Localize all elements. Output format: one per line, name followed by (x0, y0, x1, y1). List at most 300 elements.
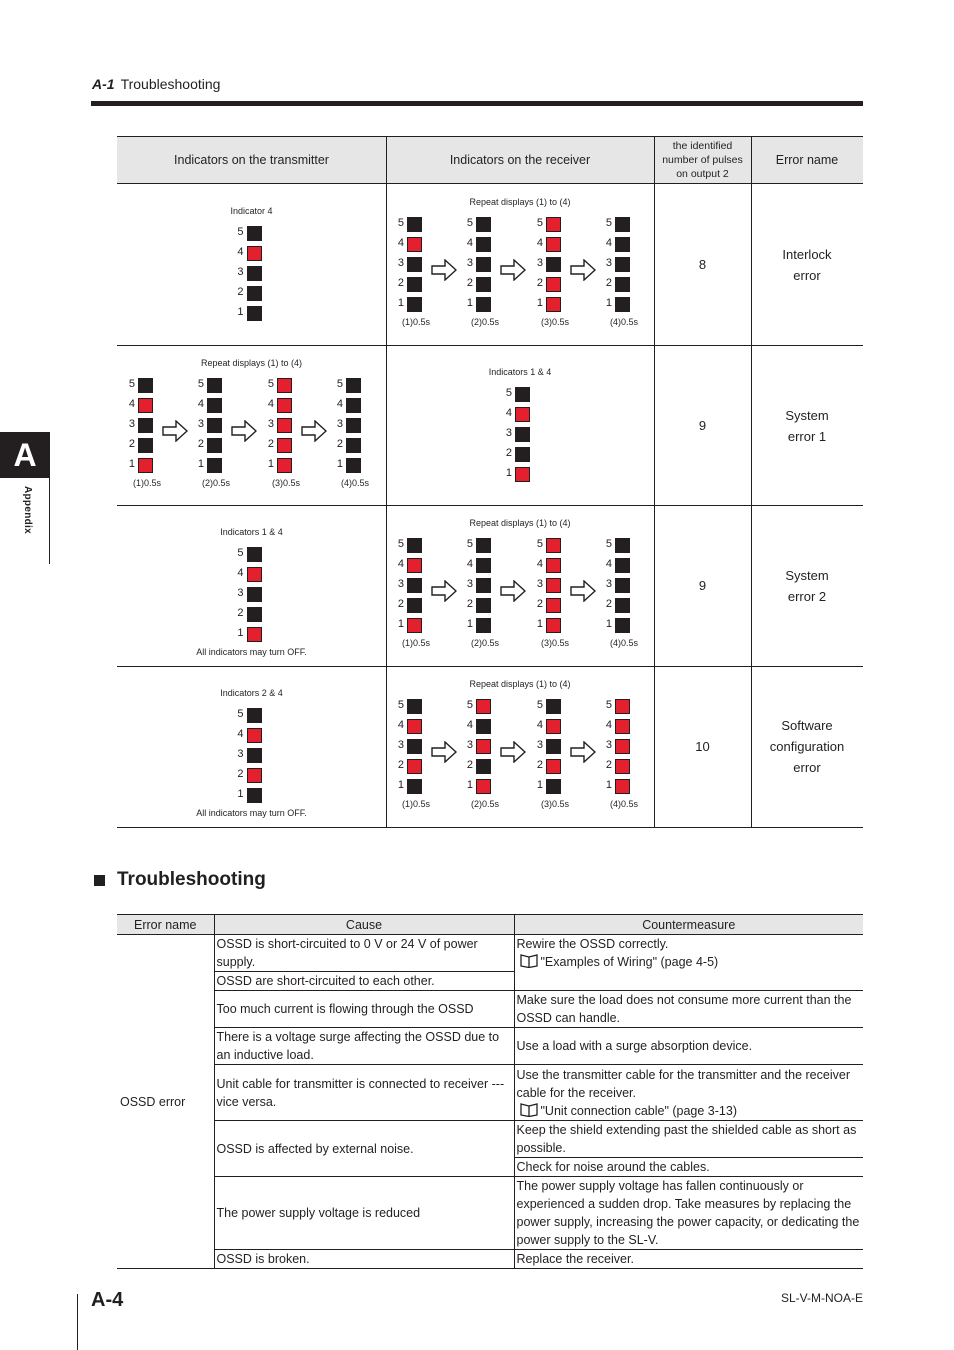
indicator-led-1 (476, 779, 491, 794)
hollow-right-arrow-icon (570, 580, 596, 602)
indicator-number: 4 (466, 719, 473, 731)
indicator-caption: Repeat displays (1) to (4) (469, 518, 571, 528)
indicator-number: 4 (536, 719, 543, 731)
indicator-number: 3 (605, 257, 612, 269)
ts-header-cause: Cause (214, 915, 514, 935)
indicator-number: 3 (267, 418, 274, 430)
hollow-right-arrow-icon (570, 259, 596, 281)
cause-cell: Unit cable for transmitter is connected to receiver ---vice versa. (214, 1065, 514, 1121)
cause-cell: Too much current is flowing through the OSSD (214, 991, 514, 1028)
measure-ref[interactable] (517, 953, 862, 971)
book-reference-icon (520, 1103, 538, 1117)
measure-ref-text: "Examples of Wiring" (page 4-5) (540, 955, 719, 969)
indicator-number: 2 (605, 759, 612, 771)
indicator-led-4 (138, 398, 153, 413)
indicator-number: 5 (237, 547, 244, 559)
indicator-led-1 (277, 458, 292, 473)
indicator-number: 2 (397, 759, 404, 771)
indicator-number: 2 (605, 598, 612, 610)
table-row (117, 1250, 863, 1269)
indicator-number: 2 (336, 438, 343, 450)
indicator-number: 5 (536, 699, 543, 711)
indicator-led-1 (546, 779, 561, 794)
indicator-led-3 (615, 578, 630, 593)
indicator-number: 5 (605, 217, 612, 229)
indicator-number: 5 (536, 538, 543, 550)
indicator-number: 5 (536, 217, 543, 229)
measure-text: Rewire the OSSD correctly. (516, 937, 669, 951)
cause-cell: There is a voltage surge affecting the OSSD due to an inductive load. (214, 1028, 514, 1065)
indicator-number: 5 (267, 378, 274, 390)
indicator-number: 5 (197, 378, 204, 390)
table-row (117, 1028, 863, 1065)
pulse-count: 8 (698, 257, 707, 272)
indicator-number: 3 (397, 578, 404, 590)
indicator-number: 3 (605, 578, 612, 590)
indicator-number: 1 (397, 297, 404, 309)
document-code: SL-V-M-NOA-E (780, 1291, 863, 1305)
indicator-number: 1 (237, 627, 244, 639)
indicator-led-4 (207, 398, 222, 413)
indicator-number: 2 (397, 277, 404, 289)
indicator-number: 4 (197, 398, 204, 410)
indicator-caption: Indicators 1 & 4 (220, 527, 283, 537)
indicator-led-1 (515, 467, 530, 482)
indicator-led-5 (615, 217, 630, 232)
indicator-led-1 (615, 297, 630, 312)
indicator-led-1 (476, 618, 491, 633)
indicator-led-1 (247, 788, 262, 803)
indicator-led-3 (277, 418, 292, 433)
indicator-number: 1 (128, 458, 135, 470)
indicator-led-2 (615, 277, 630, 292)
indicator-led-5 (247, 547, 262, 562)
table-row (117, 935, 863, 972)
hollow-right-arrow-icon (162, 420, 188, 442)
interval-label: (3)0.5s (272, 478, 301, 488)
interval-label: (2)0.5s (471, 638, 500, 648)
indicator-number: 3 (466, 739, 473, 751)
indicator-led-1 (546, 297, 561, 312)
indicator-led-5 (138, 378, 153, 393)
indicator-number: 3 (237, 748, 244, 760)
indicator-number: 3 (237, 266, 244, 278)
indicator-led-2 (277, 438, 292, 453)
indicator-number: 2 (237, 768, 244, 780)
indicator-number: 1 (237, 788, 244, 800)
interval-label: (1)0.5s (402, 317, 431, 327)
indicator-number: 3 (397, 257, 404, 269)
header-receiver: Indicators on the receiver (386, 136, 654, 184)
indicator-led-2 (546, 598, 561, 613)
indicator-number: 2 (466, 759, 473, 771)
indicator-number: 4 (336, 398, 343, 410)
indicator-caption: Repeat displays (1) to (4) (469, 197, 571, 207)
indicator-led-5 (476, 699, 491, 714)
indicator-led-3 (247, 587, 262, 602)
hollow-right-arrow-icon (500, 580, 526, 602)
measure-ref[interactable] (517, 1102, 862, 1120)
indicator-led-2 (138, 438, 153, 453)
interval-label: (2)0.5s (202, 478, 231, 488)
appendix-label: Appendix (22, 486, 33, 534)
indicator-led-5 (247, 226, 262, 241)
cell-transmitter (117, 345, 386, 506)
indicator-led-4 (247, 567, 262, 582)
measure-cell: Make sure the load does not consume more current than the OSSD can handle. (514, 991, 863, 1028)
indicator-number: 1 (605, 297, 612, 309)
indicator-number: 2 (536, 598, 543, 610)
indicator-number: 1 (197, 458, 204, 470)
indicator-led-1 (615, 779, 630, 794)
indicator-number: 1 (397, 618, 404, 630)
indicator-number: 4 (605, 558, 612, 570)
error-name: System error 2 (785, 567, 829, 604)
indicator-number: 2 (237, 607, 244, 619)
cell-receiver (386, 184, 654, 345)
indicator-led-3 (247, 266, 262, 281)
cause-cell: OSSD is affected by external noise. (214, 1121, 514, 1177)
interval-label: (4)0.5s (610, 317, 639, 327)
indicator-led-5 (546, 699, 561, 714)
indicator-number: 3 (397, 739, 404, 751)
indicator-number: 4 (466, 558, 473, 570)
cell-receiver (386, 345, 654, 506)
cause-cell: OSSD are short-circuited to each other. (214, 972, 514, 991)
error-name: Software configuration error (769, 718, 845, 775)
indicator-number: 3 (466, 257, 473, 269)
section-heading (94, 869, 266, 891)
troubleshooting-table (117, 914, 863, 1269)
appendix-tab[interactable]: A (0, 432, 50, 478)
book-reference-icon (520, 954, 538, 968)
indicator-number: 2 (237, 286, 244, 298)
indicator-led-1 (546, 618, 561, 633)
indicator-led-4 (615, 719, 630, 734)
header-rule (91, 101, 863, 106)
indicator-number: 3 (536, 739, 543, 751)
indicator-number: 5 (466, 217, 473, 229)
indicator-number: 5 (605, 699, 612, 711)
indicator-caption: Indicators 1 & 4 (488, 367, 552, 377)
indicator-number: 2 (128, 438, 135, 450)
error-name: System error 1 (785, 407, 829, 444)
indicator-led-3 (476, 739, 491, 754)
indicator-number: 3 (466, 578, 473, 590)
indicator-led-5 (346, 378, 361, 393)
interval-label: (1)0.5s (133, 478, 162, 488)
indicator-led-2 (407, 759, 422, 774)
section-number: A-1 (92, 76, 115, 92)
hollow-right-arrow-icon (431, 741, 457, 763)
measure-cell: Replace the receiver. (514, 1250, 863, 1269)
footer-rule (77, 1294, 78, 1350)
indicator-number: 5 (466, 538, 473, 550)
indicator-led-4 (476, 719, 491, 734)
indicator-number: 5 (397, 538, 404, 550)
indicator-number: 5 (128, 378, 135, 390)
interval-label: (3)0.5s (541, 638, 570, 648)
indicator-number: 4 (397, 558, 404, 570)
indicator-led-1 (407, 779, 422, 794)
cell-receiver (386, 505, 654, 666)
measure-ref-text: "Unit connection cable" (page 3-13) (540, 1103, 737, 1118)
indicator-led-4 (277, 398, 292, 413)
indicator-led-2 (247, 286, 262, 301)
indicator-led-3 (407, 739, 422, 754)
indicator-number: 4 (536, 558, 543, 570)
indicator-led-3 (346, 418, 361, 433)
indicator-number: 3 (197, 418, 204, 430)
indicator-led-2 (546, 759, 561, 774)
hollow-right-arrow-icon (431, 259, 457, 281)
measure-cell: The power supply voltage has fallen continuously or experienced a sudden drop. Take measures by replacing the power supply, increasing the power capacity, or dedicating the power supply to the SL-V. (514, 1177, 863, 1250)
pulse-count: 9 (698, 578, 707, 593)
indicator-number: 2 (267, 438, 274, 450)
section-title: Troubleshooting (120, 76, 221, 92)
indicator-led-2 (407, 277, 422, 292)
table-row (117, 1121, 863, 1158)
indicator-led-1 (247, 627, 262, 642)
indicator-number: 2 (605, 277, 612, 289)
indicator-led-3 (407, 578, 422, 593)
indicator-number: 1 (605, 779, 612, 791)
indicator-led-5 (277, 378, 292, 393)
indicator-number: 3 (128, 418, 135, 430)
indicator-led-4 (346, 398, 361, 413)
indicator-number: 1 (536, 618, 543, 630)
indicator-number: 5 (505, 387, 512, 399)
hollow-right-arrow-icon (500, 741, 526, 763)
indicator-led-3 (476, 257, 491, 272)
error-name-cell: OSSD error (117, 935, 214, 1269)
interval-label: (3)0.5s (541, 317, 570, 327)
indicator-led-4 (515, 407, 530, 422)
cell-transmitter (117, 184, 386, 345)
ts-header-error: Error name (117, 915, 214, 935)
indicator-number: 4 (466, 237, 473, 249)
indicator-number: 2 (536, 277, 543, 289)
indicator-led-1 (346, 458, 361, 473)
measure-text: Use the transmitter cable for the transmitter and the receiver cable for the receiver. (516, 1067, 850, 1100)
indicator-led-2 (615, 598, 630, 613)
indicator-led-2 (247, 607, 262, 622)
hollow-right-arrow-icon (500, 259, 526, 281)
interval-label: (1)0.5s (402, 638, 431, 648)
interval-label: (2)0.5s (471, 317, 500, 327)
indicator-number: 4 (237, 728, 244, 740)
indicator-number: 1 (267, 458, 274, 470)
indicator-number: 1 (505, 467, 512, 479)
page-number: A-4 (91, 1289, 124, 1311)
indicator-led-5 (515, 387, 530, 402)
hollow-right-arrow-icon (301, 420, 327, 442)
indicator-number: 4 (397, 719, 404, 731)
indicator-led-2 (476, 277, 491, 292)
indicator-led-5 (476, 538, 491, 553)
indicator-number: 4 (536, 237, 543, 249)
indicator-number: 2 (197, 438, 204, 450)
indicator-number: 1 (466, 297, 473, 309)
indicator-number: 1 (397, 779, 404, 791)
indicator-led-3 (546, 257, 561, 272)
indicator-led-4 (247, 246, 262, 261)
indicator-number: 1 (466, 618, 473, 630)
indicator-led-3 (138, 418, 153, 433)
indicator-led-5 (615, 699, 630, 714)
indicator-number: 4 (128, 398, 135, 410)
indicator-led-5 (407, 217, 422, 232)
indicator-led-5 (546, 217, 561, 232)
indicator-led-3 (476, 578, 491, 593)
interval-label: (4)0.5s (610, 638, 639, 648)
header-error-name: Error name (751, 136, 863, 184)
indicator-caption: Repeat displays (1) to (4) (200, 358, 303, 368)
indicator-number: 2 (505, 447, 512, 459)
interval-label: (3)0.5s (541, 799, 570, 809)
indicator-led-1 (207, 458, 222, 473)
indicator-led-3 (615, 257, 630, 272)
indicator-number: 1 (536, 779, 543, 791)
indicator-caption: Repeat displays (1) to (4) (469, 679, 571, 689)
indicator-led-5 (407, 699, 422, 714)
indicator-table (117, 136, 863, 828)
indicator-led-2 (476, 759, 491, 774)
header-pulses: the identified number of pulses on output 2 (654, 136, 751, 184)
interval-label: (2)0.5s (471, 799, 500, 809)
indicator-led-3 (247, 748, 262, 763)
indicator-note: All indicators may turn OFF. (196, 808, 307, 818)
indicator-number: 1 (466, 779, 473, 791)
hollow-right-arrow-icon (431, 580, 457, 602)
indicator-number: 5 (466, 699, 473, 711)
pulse-count: 9 (698, 418, 707, 433)
indicator-led-3 (546, 578, 561, 593)
measure-cell (514, 1065, 863, 1121)
ts-header-row (117, 915, 863, 935)
hollow-right-arrow-icon (231, 420, 257, 442)
indicator-number: 4 (237, 246, 244, 258)
indicator-led-5 (247, 708, 262, 723)
indicator-led-4 (546, 237, 561, 252)
indicator-led-4 (615, 558, 630, 573)
indicator-number: 3 (536, 257, 543, 269)
indicator-led-1 (247, 306, 262, 321)
cause-cell: The power supply voltage is reduced (214, 1177, 514, 1250)
cell-receiver (386, 666, 654, 827)
indicator-number: 1 (336, 458, 343, 470)
indicator-number: 4 (237, 567, 244, 579)
indicator-led-1 (407, 297, 422, 312)
indicator-led-5 (476, 217, 491, 232)
ts-header-measure: Countermeasure (514, 915, 863, 935)
interval-label: (1)0.5s (402, 799, 431, 809)
indicator-number: 4 (605, 719, 612, 731)
indicator-led-1 (407, 618, 422, 633)
table-row (117, 1065, 863, 1121)
indicator-number: 2 (466, 598, 473, 610)
indicator-led-3 (546, 739, 561, 754)
indicator-led-4 (247, 728, 262, 743)
indicator-led-5 (615, 538, 630, 553)
indicator-led-4 (476, 237, 491, 252)
indicator-number: 3 (505, 427, 512, 439)
cause-cell: OSSD is short-circuited to 0 V or 24 V of power supply. (214, 935, 514, 972)
indicator-number: 1 (536, 297, 543, 309)
indicator-number: 1 (237, 306, 244, 318)
indicator-led-3 (407, 257, 422, 272)
cell-transmitter (117, 505, 386, 666)
indicator-number: 2 (397, 598, 404, 610)
error-name: Interlock error (782, 246, 832, 283)
indicator-number: 3 (237, 587, 244, 599)
measure-cell: Keep the shield extending past the shielded cable as short as possible. (514, 1121, 863, 1158)
indicator-number: 5 (237, 226, 244, 238)
indicator-led-3 (615, 739, 630, 754)
indicator-number: 5 (336, 378, 343, 390)
indicator-led-4 (407, 719, 422, 734)
header-transmitter: Indicators on the transmitter (117, 136, 386, 184)
hollow-right-arrow-icon (570, 741, 596, 763)
indicator-led-3 (207, 418, 222, 433)
indicator-led-2 (546, 277, 561, 292)
measure-cell: Use a load with a surge absorption device. (514, 1028, 863, 1065)
pulse-count: 10 (695, 739, 710, 754)
indicator-led-4 (546, 558, 561, 573)
section-bullet (94, 875, 105, 886)
tab-divider (49, 478, 50, 564)
indicator-led-2 (615, 759, 630, 774)
indicator-number: 3 (336, 418, 343, 430)
interval-label: (4)0.5s (341, 478, 370, 488)
indicator-led-2 (247, 768, 262, 783)
measure-cell (514, 935, 863, 991)
indicator-led-4 (546, 719, 561, 734)
indicator-led-1 (476, 297, 491, 312)
indicator-caption: Indicators 2 & 4 (220, 688, 283, 698)
indicator-led-4 (476, 558, 491, 573)
indicator-led-1 (138, 458, 153, 473)
indicator-number: 5 (397, 699, 404, 711)
indicator-note: All indicators may turn OFF. (196, 647, 307, 657)
indicator-led-1 (615, 618, 630, 633)
indicator-led-4 (407, 237, 422, 252)
indicator-number: 4 (267, 398, 274, 410)
section-heading-text: Troubleshooting (117, 869, 266, 890)
cause-cell: OSSD is broken. (214, 1250, 514, 1269)
indicator-led-2 (515, 447, 530, 462)
indicator-number: 2 (536, 759, 543, 771)
indicator-led-2 (346, 438, 361, 453)
indicator-led-2 (407, 598, 422, 613)
indicator-led-3 (515, 427, 530, 442)
indicator-led-2 (476, 598, 491, 613)
cell-transmitter (117, 666, 386, 827)
indicator-number: 1 (605, 618, 612, 630)
measure-cell: Check for noise around the cables. (514, 1158, 863, 1177)
indicator-number: 5 (605, 538, 612, 550)
indicator-number: 3 (605, 739, 612, 751)
interval-label: (4)0.5s (610, 799, 639, 809)
indicator-led-5 (546, 538, 561, 553)
indicator-number: 4 (605, 237, 612, 249)
indicator-number: 5 (237, 708, 244, 720)
table-row (117, 991, 863, 1028)
indicator-number: 5 (397, 217, 404, 229)
indicator-number: 4 (397, 237, 404, 249)
running-header (92, 76, 220, 92)
indicator-number: 2 (466, 277, 473, 289)
